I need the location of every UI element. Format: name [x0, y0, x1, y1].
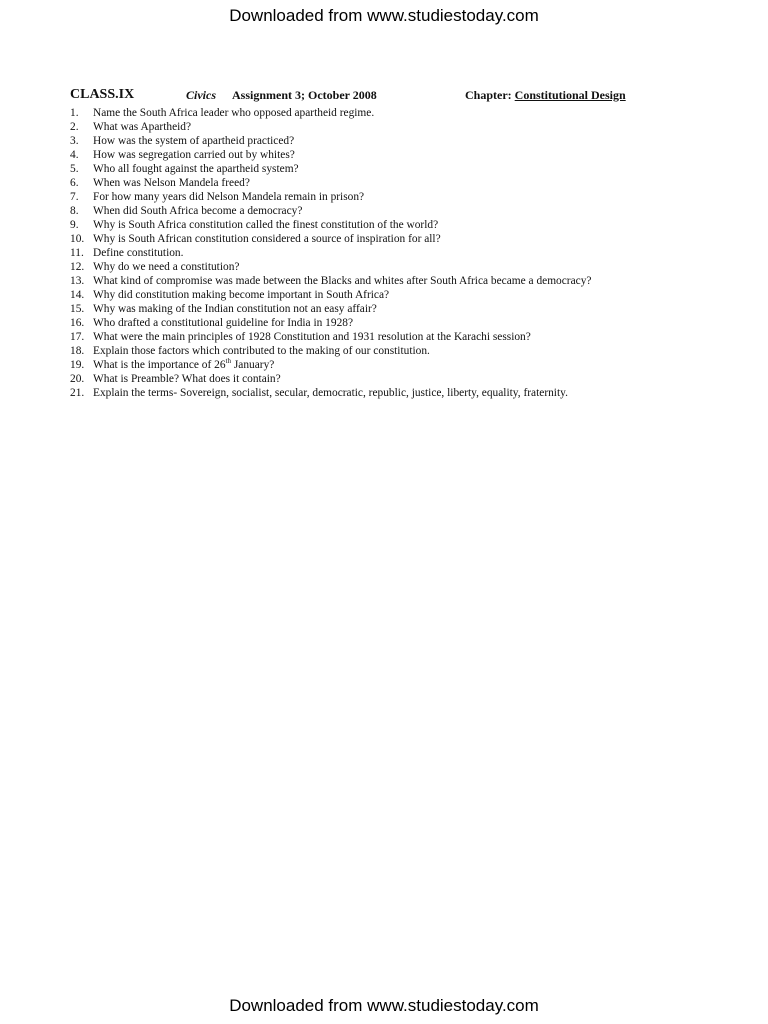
question-item — [70, 386, 690, 400]
question-text: Explain those factors which contributed to the making of our constitution. — [93, 345, 430, 357]
question-number: 8. — [70, 205, 79, 217]
question-item — [70, 120, 690, 134]
question-item — [70, 274, 690, 288]
question-item — [70, 344, 690, 358]
question-number: 20. — [70, 373, 85, 385]
question-superscript: th — [225, 357, 231, 366]
assignment-label: Assignment 3; October 2008 — [232, 88, 377, 102]
question-text: When did South Africa become a democracy? — [93, 205, 303, 217]
question-number: 13. — [70, 275, 85, 287]
question-item — [70, 330, 690, 344]
question-text: When was Nelson Mandela freed? — [93, 177, 250, 189]
question-text: What was Apartheid? — [93, 121, 192, 133]
subject-label: Civics — [186, 88, 216, 102]
question-item — [70, 288, 690, 302]
question-number: 19. — [70, 359, 85, 371]
question-text: Define constitution. — [93, 247, 184, 259]
assignment-header — [70, 88, 650, 106]
question-text: How was the system of apartheid practiced? — [93, 135, 295, 147]
question-number: 14. — [70, 289, 85, 301]
question-text: For how many years did Nelson Mandela remain in prison? — [93, 191, 365, 203]
question-item — [70, 358, 690, 372]
question-text: How was segregation carried out by whites? — [93, 149, 295, 161]
question-item — [70, 176, 690, 190]
question-number: 3. — [70, 135, 79, 147]
question-text: Why was making of the Indian constitution not an easy affair? — [93, 303, 377, 315]
question-text: Why is South Africa constitution called the finest constitution of the world? — [93, 219, 439, 231]
question-number: 21. — [70, 387, 85, 399]
question-text: What is the importance of 26 — [93, 359, 226, 371]
question-number: 12. — [70, 261, 85, 273]
question-number: 7. — [70, 191, 79, 203]
question-number: 4. — [70, 149, 79, 161]
question-list — [70, 106, 690, 400]
question-number: 16. — [70, 317, 85, 329]
question-text: Who drafted a constitutional guideline for India in 1928? — [93, 317, 354, 329]
question-text-continued: January? — [231, 359, 275, 371]
question-number: 1. — [70, 107, 79, 119]
question-number: 10. — [70, 233, 85, 245]
question-item — [70, 148, 690, 162]
question-item — [70, 372, 690, 386]
question-item — [70, 218, 690, 232]
question-text: What were the main principles of 1928 Constitution and 1931 resolution at the Karachi session? — [93, 331, 531, 343]
question-item — [70, 246, 690, 260]
question-item — [70, 190, 690, 204]
chapter-label: Chapter: — [465, 88, 515, 102]
question-item — [70, 260, 690, 274]
question-item — [70, 316, 690, 330]
question-number: 18. — [70, 345, 85, 357]
question-text: Why did constitution making become important in South Africa? — [93, 289, 390, 301]
question-text: Why do we need a constitution? — [93, 261, 240, 273]
question-text: Name the South Africa leader who opposed apartheid regime. — [93, 107, 375, 119]
chapter-heading — [465, 88, 626, 103]
question-text: Explain the terms- Sovereign, socialist, secular, democratic, republic, justice, liberty, equality, fraternity. — [93, 387, 568, 399]
question-item — [70, 134, 690, 148]
question-text: Who all fought against the apartheid system? — [93, 163, 299, 175]
question-item — [70, 232, 690, 246]
question-number: 11. — [70, 247, 84, 259]
question-number: 6. — [70, 177, 79, 189]
question-number: 15. — [70, 303, 85, 315]
download-banner-bottom: Downloaded from www.studiestoday.com — [229, 996, 539, 1015]
question-text: What is Preamble? What does it contain? — [93, 373, 281, 385]
question-number: 2. — [70, 121, 79, 133]
question-item — [70, 204, 690, 218]
question-item — [70, 302, 690, 316]
question-number: 17. — [70, 331, 85, 343]
question-number: 9. — [70, 219, 79, 231]
chapter-title: Constitutional Design — [514, 88, 626, 102]
question-text: What kind of compromise was made between the Blacks and whites after South Africa became a democracy? — [93, 275, 592, 287]
download-banner-top: Downloaded from www.studiestoday.com — [229, 6, 539, 25]
question-number: 5. — [70, 163, 79, 175]
question-item — [70, 106, 690, 120]
question-item — [70, 162, 690, 176]
class-label: CLASS.IX — [70, 87, 135, 102]
question-text: Why is South African constitution considered a source of inspiration for all? — [93, 233, 441, 245]
